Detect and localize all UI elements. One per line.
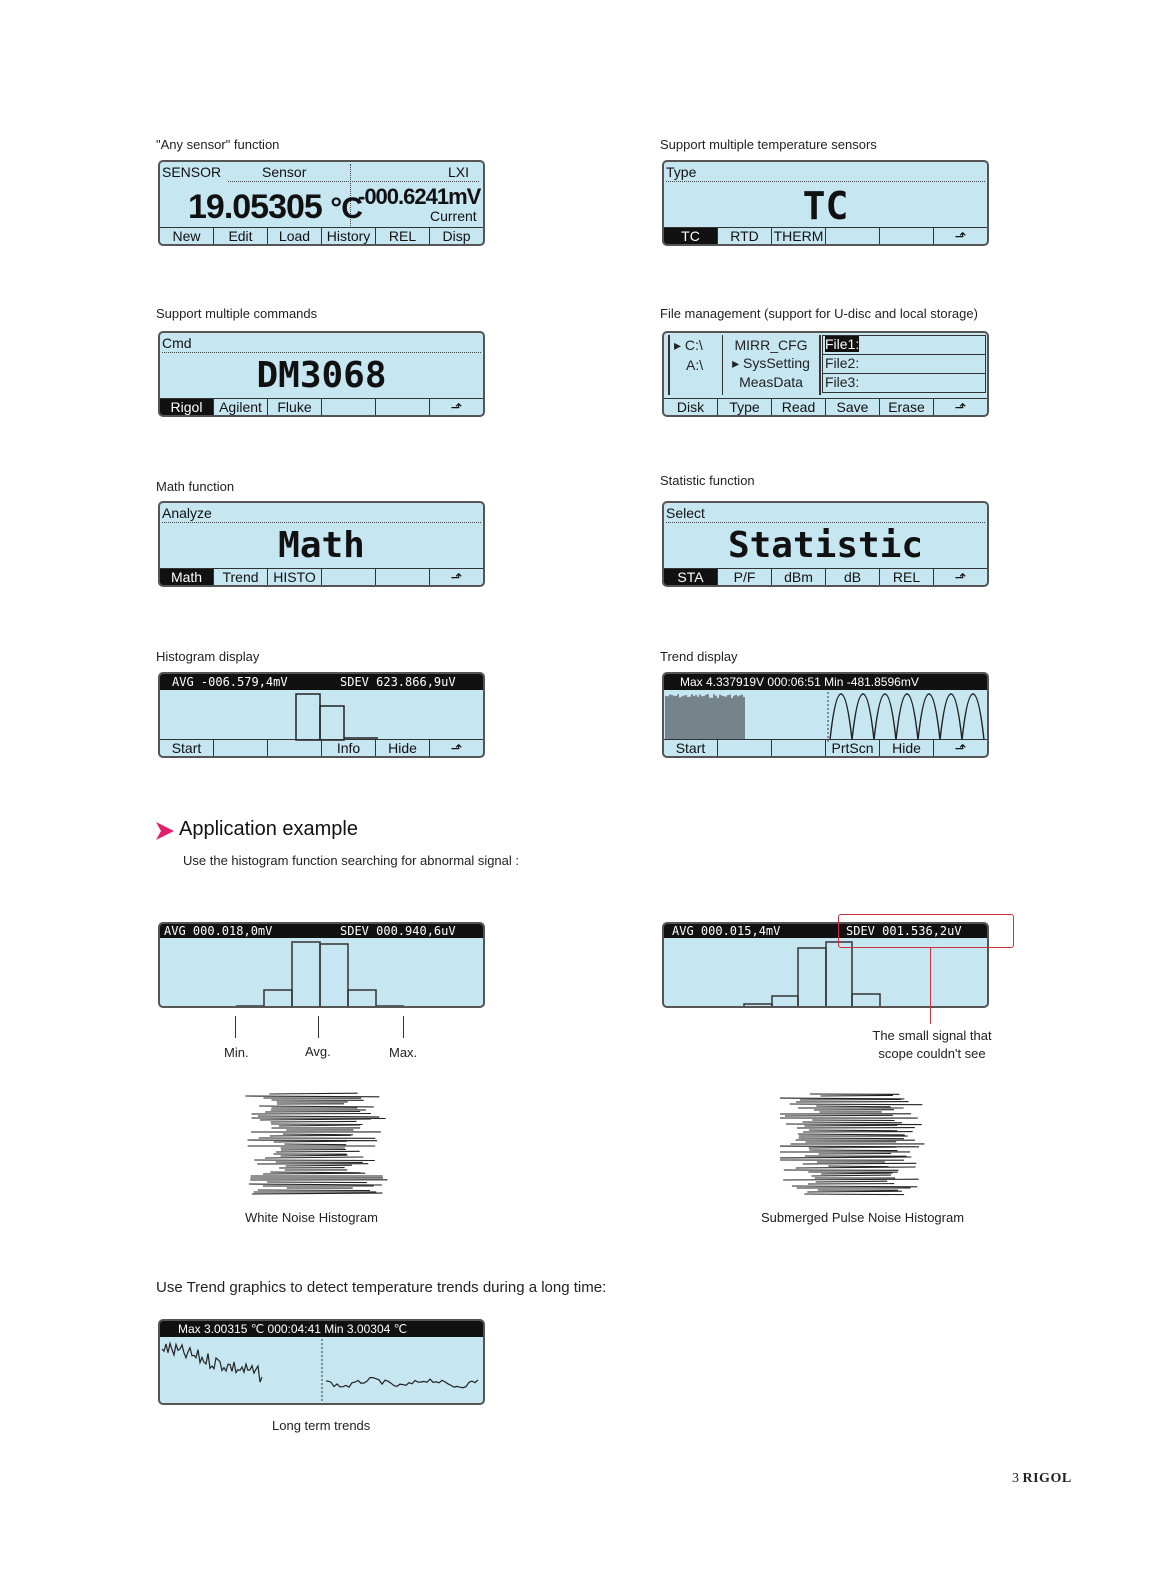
app-histo-2-chart (664, 938, 987, 1006)
softkey-empty-1[interactable] (717, 739, 771, 756)
temp-lcd (662, 160, 989, 246)
app-histo-2-avg: AVG 000.015,4mV (672, 924, 781, 938)
trend-readout: Max 4.337919V 000:06:51 Min -481.8596mV (680, 675, 919, 689)
histo-chart (160, 690, 483, 742)
sensor-sub-label: Current (430, 208, 477, 224)
sensor-name: Sensor (262, 164, 307, 180)
cmd-big: DM3068 (256, 355, 387, 396)
softkey-rtd[interactable]: RTD (717, 227, 771, 244)
sensor-main-value: 19.05305 °C (188, 188, 362, 226)
file-item[interactable]: File2: (822, 354, 986, 373)
softkey-info[interactable]: Info (321, 739, 375, 756)
histo-lcd (158, 672, 485, 758)
softkey-hide[interactable]: Hide (879, 739, 933, 756)
softkey-disk[interactable]: Disk (664, 398, 717, 415)
app-histo-1-avg: AVG 000.018,0mV (164, 924, 273, 938)
small-signal-note: The small signal that scope couldn't see (872, 1028, 992, 1061)
softkey-empty-2[interactable] (879, 227, 933, 244)
return-arrow-icon[interactable]: ⬏ (429, 739, 483, 756)
softkey-rel[interactable]: REL (879, 568, 933, 585)
app-histo-2-sdev: SDEV 001.536,2uV (846, 924, 962, 938)
softkey-pf[interactable]: P/F (717, 568, 771, 585)
math-label: Analyze (162, 505, 212, 521)
temp-big: TC (802, 184, 849, 228)
sensor-label: SENSOR (162, 164, 222, 180)
drive-item[interactable]: A:\ (686, 357, 704, 373)
softkey-hide[interactable]: Hide (375, 739, 429, 756)
softkey-empty-1[interactable] (825, 227, 879, 244)
softkey-new[interactable]: New (160, 227, 213, 244)
sensor-sub-value: -000.6241mV (358, 184, 481, 209)
return-arrow-icon[interactable]: ⬏ (429, 398, 483, 415)
callout-box (838, 914, 1014, 948)
file-caption: File management (support for U-disc and local storage) (660, 306, 978, 321)
softkey-start[interactable]: Start (664, 739, 717, 756)
return-arrow-icon[interactable]: ⬏ (933, 568, 987, 585)
avg-label: Avg. (305, 1044, 331, 1059)
histo-sdev: SDEV 623.866,9uV (340, 675, 456, 689)
softkey-db[interactable]: dB (825, 568, 879, 585)
trend-chart (664, 690, 987, 742)
histo-softkeys (160, 739, 483, 756)
trend-caption: Trend display (660, 649, 738, 664)
softkey-load[interactable]: Load (267, 227, 321, 244)
softkey-empty-2[interactable] (771, 739, 825, 756)
trend-intro: Use Trend graphics to detect temperature trends during a long time: (156, 1279, 607, 1296)
app-histo-1-bar (160, 924, 483, 938)
min-label: Min. (224, 1045, 249, 1060)
avg-pointer (318, 1016, 319, 1038)
math-big: Math (278, 525, 365, 566)
folder-item[interactable]: ▸ SysSetting (732, 355, 810, 371)
callout-line (930, 948, 931, 1024)
folder-item[interactable]: MeasData (739, 374, 803, 390)
folder-item[interactable]: MIRR_CFG (734, 337, 808, 353)
app-histo-1-sdev: SDEV 000.940,6uV (340, 924, 456, 938)
temp-label: Type (666, 164, 697, 180)
lxi-label: LXI (448, 164, 470, 180)
softkey-read[interactable]: Read (771, 398, 825, 415)
histo-bar (160, 674, 483, 690)
softkey-erase[interactable]: Erase (879, 398, 933, 415)
softkey-tc[interactable]: TC (664, 227, 717, 244)
file-lcd (662, 331, 989, 417)
app-intro: Use the histogram function searching for abnormal signal : (183, 853, 520, 868)
file-softkeys (664, 398, 987, 415)
long-term-readout: Max 3.00315 ℃ 000:04:41 Min 3.00304 ℃ (178, 1322, 408, 1336)
folder-list (722, 335, 821, 395)
softkey-agilent[interactable]: Agilent (213, 398, 267, 415)
softkey-empty-1[interactable] (213, 739, 267, 756)
trend-bar (664, 674, 987, 690)
file-item[interactable]: File3: (822, 373, 986, 393)
softkey-history[interactable]: History (321, 227, 375, 244)
softkey-edit[interactable]: Edit (213, 227, 267, 244)
softkey-start[interactable]: Start (160, 739, 213, 756)
softkey-empty-1[interactable] (321, 398, 375, 415)
file-item[interactable]: File1: (822, 335, 986, 354)
max-pointer (403, 1016, 404, 1038)
pulse-noise-graphic (780, 1090, 930, 1200)
stat-big: Statistic (727, 525, 924, 566)
cmd-lcd (158, 331, 485, 417)
softkey-empty-2[interactable] (267, 739, 321, 756)
histo-caption: Histogram display (156, 649, 260, 664)
stat-caption: Statistic function (660, 473, 755, 488)
long-term-caption: Long term trends (272, 1418, 371, 1433)
long-term-chart (160, 1337, 483, 1403)
temp-caption: Support multiple temperature sensors (660, 137, 877, 152)
softkey-therm[interactable]: THERM (771, 227, 825, 244)
sensor-caption: "Any sensor" function (156, 137, 280, 152)
return-arrow-icon[interactable]: ⬏ (429, 568, 483, 585)
trend-softkeys (664, 739, 987, 756)
brand-logo: RIGOL (1022, 1471, 1072, 1486)
stat-softkeys (664, 568, 987, 585)
softkey-sta[interactable]: STA (664, 568, 717, 585)
softkey-save[interactable]: Save (825, 398, 879, 415)
sensor-softkeys (160, 227, 483, 244)
softkey-rigol[interactable]: Rigol (160, 398, 213, 415)
softkey-empty-1[interactable] (321, 568, 375, 585)
return-arrow-icon[interactable]: ⬏ (933, 398, 987, 415)
softkey-fluke[interactable]: Fluke (267, 398, 321, 415)
pulse-noise-caption: Submerged Pulse Noise Histogram (761, 1210, 965, 1225)
softkey-rel[interactable]: REL (375, 227, 429, 244)
app-histo-1-lcd (158, 922, 485, 1008)
softkey-trend[interactable]: Trend (213, 568, 267, 585)
cmd-caption: Support multiple commands (156, 306, 318, 321)
softkey-prtscn[interactable]: PrtScn (825, 739, 879, 756)
long-term-bar (160, 1321, 483, 1337)
min-pointer (235, 1016, 236, 1038)
drive-list (668, 335, 722, 395)
long-term-lcd (158, 1319, 485, 1405)
cmd-label: Cmd (162, 335, 192, 351)
histo-avg: AVG -006.579,4mV (172, 675, 288, 689)
stat-lcd (662, 501, 989, 587)
app-heading: Application example (179, 818, 358, 840)
stat-label: Select (666, 505, 705, 521)
math-lcd (158, 501, 485, 587)
max-label: Max. (389, 1045, 418, 1060)
drive-item[interactable]: ▸ C:\ (674, 337, 703, 353)
softkey-type[interactable]: Type (717, 398, 771, 415)
sensor-lcd (158, 160, 485, 246)
temp-softkeys (664, 227, 987, 244)
arrow-bullet-icon (156, 820, 176, 842)
return-arrow-icon[interactable]: ⬏ (933, 227, 987, 244)
cmd-softkeys (160, 398, 483, 415)
softkey-empty-2[interactable] (375, 568, 429, 585)
math-softkeys (160, 568, 483, 585)
softkey-histo[interactable]: HISTO (267, 568, 321, 585)
softkey-disp[interactable]: Disp (429, 227, 483, 244)
return-arrow-icon[interactable]: ⬏ (933, 739, 987, 756)
softkey-empty-2[interactable] (375, 398, 429, 415)
trend-lcd (662, 672, 989, 758)
page-number: 3 (1012, 1471, 1019, 1486)
softkey-dbm[interactable]: dBm (771, 568, 825, 585)
file-list (822, 335, 986, 395)
softkey-math[interactable]: Math (160, 568, 213, 585)
page-footer (1012, 1471, 1072, 1487)
app-histo-1-chart (160, 938, 483, 1006)
white-noise-graphic (240, 1090, 390, 1200)
white-noise-caption: White Noise Histogram (245, 1210, 378, 1225)
math-caption: Math function (156, 479, 235, 494)
